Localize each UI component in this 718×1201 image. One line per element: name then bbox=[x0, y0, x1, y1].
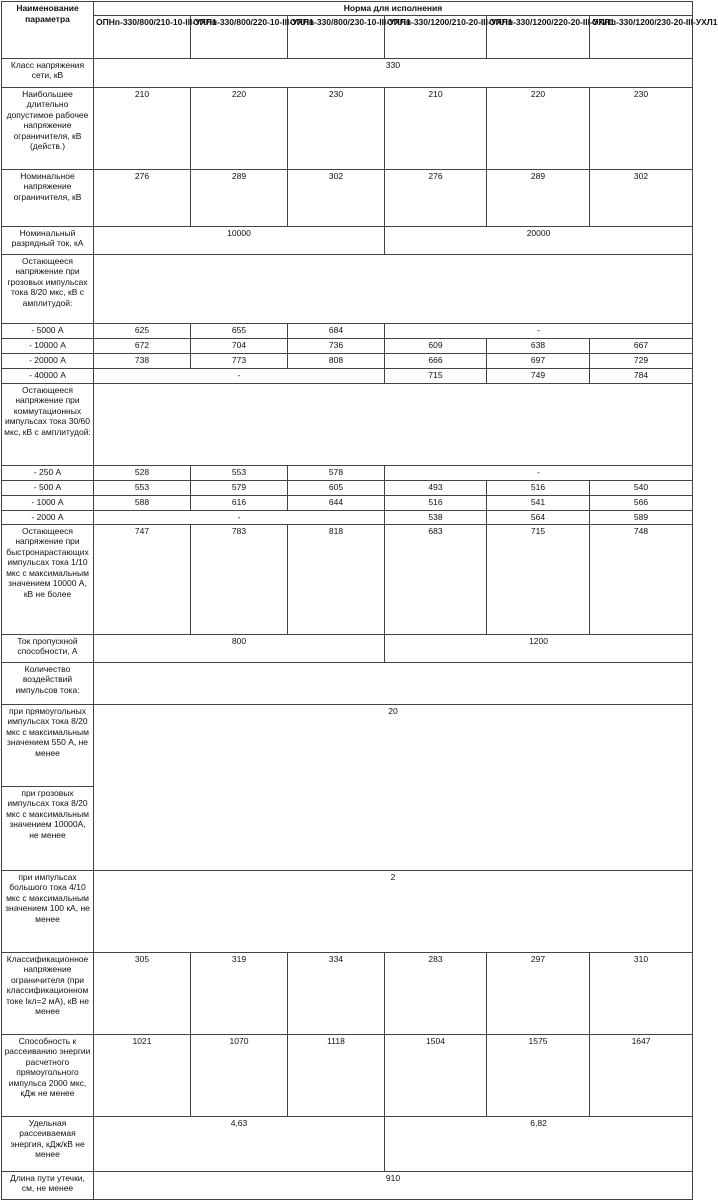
value-cell: 738 bbox=[94, 353, 191, 368]
value-cell: 625 bbox=[94, 323, 191, 338]
value-cell: 566 bbox=[590, 495, 693, 510]
row-label: Количество воздействий импульсов тока: bbox=[2, 662, 94, 704]
value-cell: 220 bbox=[487, 87, 590, 169]
value-cell: 1118 bbox=[288, 1034, 385, 1116]
value-cell: 589 bbox=[590, 510, 693, 524]
value-cell: 276 bbox=[385, 169, 487, 226]
row-label: Остающееся напряжение при быстронарастающих импульсах тока 1/10 мкс с максимальным значением 10000 А, кВ не более bbox=[2, 524, 94, 634]
value-cell: 1647 bbox=[590, 1034, 693, 1116]
value-cell: 1575 bbox=[487, 1034, 590, 1116]
value-cell: 655 bbox=[191, 323, 288, 338]
table-row bbox=[2, 704, 693, 786]
value-cell: 210 bbox=[94, 87, 191, 169]
row-label: - 1000 А bbox=[2, 495, 94, 510]
value-cell: 609 bbox=[385, 338, 487, 353]
value-cell: 800 bbox=[94, 634, 385, 662]
value-cell: 283 bbox=[385, 952, 487, 1034]
value-cell: 697 bbox=[487, 353, 590, 368]
value-cell: 4,63 bbox=[94, 1116, 385, 1171]
section-row bbox=[2, 662, 693, 704]
value-cell: 230 bbox=[590, 87, 693, 169]
row-label: при импульсах большого тока 4/10 мкс с максимальным значением 100 кА, не менее bbox=[2, 870, 94, 952]
table-row bbox=[2, 495, 693, 510]
value-cell: 289 bbox=[191, 169, 288, 226]
value-cell: 579 bbox=[191, 480, 288, 495]
value-cell: 319 bbox=[191, 952, 288, 1034]
table-row bbox=[2, 465, 693, 480]
variant-header: ОПНп-330/800/230-10-III-УХЛ1 bbox=[288, 15, 385, 58]
variant-header-row bbox=[2, 15, 693, 58]
empty-cell bbox=[94, 254, 693, 323]
value-cell: 538 bbox=[385, 510, 487, 524]
table-row bbox=[2, 368, 693, 383]
value-cell: 818 bbox=[288, 524, 385, 634]
value-cell: 704 bbox=[191, 338, 288, 353]
value-cell: 230 bbox=[288, 87, 385, 169]
table-row bbox=[2, 226, 693, 254]
value-cell: 736 bbox=[288, 338, 385, 353]
value-cell: 1504 bbox=[385, 1034, 487, 1116]
value-cell: 666 bbox=[385, 353, 487, 368]
value-cell: 715 bbox=[385, 368, 487, 383]
value-cell: 553 bbox=[191, 465, 288, 480]
table-row bbox=[2, 524, 693, 634]
variant-header: ОПНп-330/800/220-10-III-УХЛ1 bbox=[191, 15, 288, 58]
table-row bbox=[2, 510, 693, 524]
table-row bbox=[2, 1034, 693, 1116]
value-cell: 672 bbox=[94, 338, 191, 353]
row-label: Остающееся напряжение при грозовых импульсах тока 8/20 мкс, кВ с амплитудой: bbox=[2, 254, 94, 323]
empty-cell bbox=[94, 662, 693, 704]
value-cell: 729 bbox=[590, 353, 693, 368]
value-cell: 330 bbox=[94, 58, 693, 87]
row-label: при грозовых импульсах тока 8/20 мкс с максимальным значением 10000А, не менее bbox=[2, 786, 94, 870]
value-cell: 684 bbox=[288, 323, 385, 338]
value-cell: 748 bbox=[590, 524, 693, 634]
value-cell: 2 bbox=[94, 870, 693, 952]
value-cell: 553 bbox=[94, 480, 191, 495]
value-cell: 747 bbox=[94, 524, 191, 634]
table-header-row bbox=[2, 2, 693, 16]
value-cell: 305 bbox=[94, 952, 191, 1034]
row-label: Ток пропускной способности, А bbox=[2, 634, 94, 662]
value-cell: - bbox=[385, 465, 693, 480]
value-cell: 20 bbox=[94, 704, 693, 870]
row-label: Номинальный разрядный ток, кА bbox=[2, 226, 94, 254]
variant-header: ОПНп-330/800/210-10-III-УХЛ1 bbox=[94, 15, 191, 58]
row-label: Способность к рассеиванию энергии расчетного прямоугольного импульса 2000 мкс, кДж не менее bbox=[2, 1034, 94, 1116]
value-cell: 6,82 bbox=[385, 1116, 693, 1171]
value-cell: 1200 bbox=[385, 634, 693, 662]
row-label: Наибольшее длительно допустимое рабочее напряжение ограничителя, кВ (действ.) bbox=[2, 87, 94, 169]
table-row bbox=[2, 353, 693, 368]
value-cell: 773 bbox=[191, 353, 288, 368]
variant-header: ОПНп-330/1200/210-20-III-УХЛ1 bbox=[385, 15, 487, 58]
value-cell: 808 bbox=[288, 353, 385, 368]
value-cell: 783 bbox=[191, 524, 288, 634]
value-cell: 605 bbox=[288, 480, 385, 495]
value-cell: 540 bbox=[590, 480, 693, 495]
value-cell: 528 bbox=[94, 465, 191, 480]
value-cell: - bbox=[385, 323, 693, 338]
value-cell: 302 bbox=[288, 169, 385, 226]
value-cell: 616 bbox=[191, 495, 288, 510]
value-cell: 297 bbox=[487, 952, 590, 1034]
value-cell: 10000 bbox=[94, 226, 385, 254]
table-row bbox=[2, 952, 693, 1034]
value-cell: 276 bbox=[94, 169, 191, 226]
table-row bbox=[2, 480, 693, 495]
value-cell: 210 bbox=[385, 87, 487, 169]
row-label: Остающееся напряжение при коммутационных импульсах тока 30/60 мкс, кВ с амплитудой: bbox=[2, 383, 94, 465]
value-cell: 910 bbox=[94, 1171, 693, 1199]
value-cell: 289 bbox=[487, 169, 590, 226]
row-label: - 5000 А bbox=[2, 323, 94, 338]
table-row bbox=[2, 87, 693, 169]
specifications-table bbox=[1, 1, 718, 1200]
table-row bbox=[2, 169, 693, 226]
table-row bbox=[2, 1116, 693, 1171]
value-cell: 516 bbox=[385, 495, 487, 510]
row-label: Удельная рассеиваемая энергия, кДж/кВ не менее bbox=[2, 1116, 94, 1171]
value-cell: 220 bbox=[191, 87, 288, 169]
value-cell: 564 bbox=[487, 510, 590, 524]
value-cell: 302 bbox=[590, 169, 693, 226]
row-label: - 250 А bbox=[2, 465, 94, 480]
value-cell: 310 bbox=[590, 952, 693, 1034]
table-row bbox=[2, 870, 693, 952]
row-label: Классификационное напряжение ограничителя (при классификационном токе Iкл=2 мА), кВ не менее bbox=[2, 952, 94, 1034]
row-label: - 40000 А bbox=[2, 368, 94, 383]
table-row bbox=[2, 1171, 693, 1199]
value-cell: - bbox=[94, 368, 385, 383]
empty-cell bbox=[94, 383, 693, 465]
value-cell: 541 bbox=[487, 495, 590, 510]
value-cell: 644 bbox=[288, 495, 385, 510]
row-label: при прямоугольных импульсах тока 8/20 мкс с максимальным значением 550 А, не менее bbox=[2, 704, 94, 786]
table-row bbox=[2, 634, 693, 662]
value-cell: 683 bbox=[385, 524, 487, 634]
table-row bbox=[2, 338, 693, 353]
variant-header: ОПНп-330/1200/230-20-III-УХЛ1 bbox=[590, 15, 693, 58]
table-row bbox=[2, 323, 693, 338]
section-row bbox=[2, 254, 693, 323]
row-label: Класс напряжения сети, кВ bbox=[2, 58, 94, 87]
row-label: - 10000 А bbox=[2, 338, 94, 353]
row-label: Номинальное напряжение ограничителя, кВ bbox=[2, 169, 94, 226]
param-header-cell: Наименование параметра bbox=[2, 2, 94, 59]
value-cell: 715 bbox=[487, 524, 590, 634]
value-cell: 516 bbox=[487, 480, 590, 495]
value-cell: 20000 bbox=[385, 226, 693, 254]
value-cell: 667 bbox=[590, 338, 693, 353]
value-cell: 784 bbox=[590, 368, 693, 383]
value-cell: 638 bbox=[487, 338, 590, 353]
table-row bbox=[2, 58, 693, 87]
row-label: - 500 А bbox=[2, 480, 94, 495]
value-cell: - bbox=[94, 510, 385, 524]
variant-header: ОПНп-330/1200/220-20-III-УХЛ1 bbox=[487, 15, 590, 58]
row-label: - 2000 А bbox=[2, 510, 94, 524]
value-cell: 749 bbox=[487, 368, 590, 383]
value-cell: 334 bbox=[288, 952, 385, 1034]
value-cell: 578 bbox=[288, 465, 385, 480]
row-label: - 20000 А bbox=[2, 353, 94, 368]
row-label: Длина пути утечки, см, не менее bbox=[2, 1171, 94, 1199]
value-cell: 493 bbox=[385, 480, 487, 495]
norm-header-cell: Норма для исполнения bbox=[94, 2, 693, 16]
value-cell: 1070 bbox=[191, 1034, 288, 1116]
value-cell: 1021 bbox=[94, 1034, 191, 1116]
value-cell: 588 bbox=[94, 495, 191, 510]
section-row bbox=[2, 383, 693, 465]
